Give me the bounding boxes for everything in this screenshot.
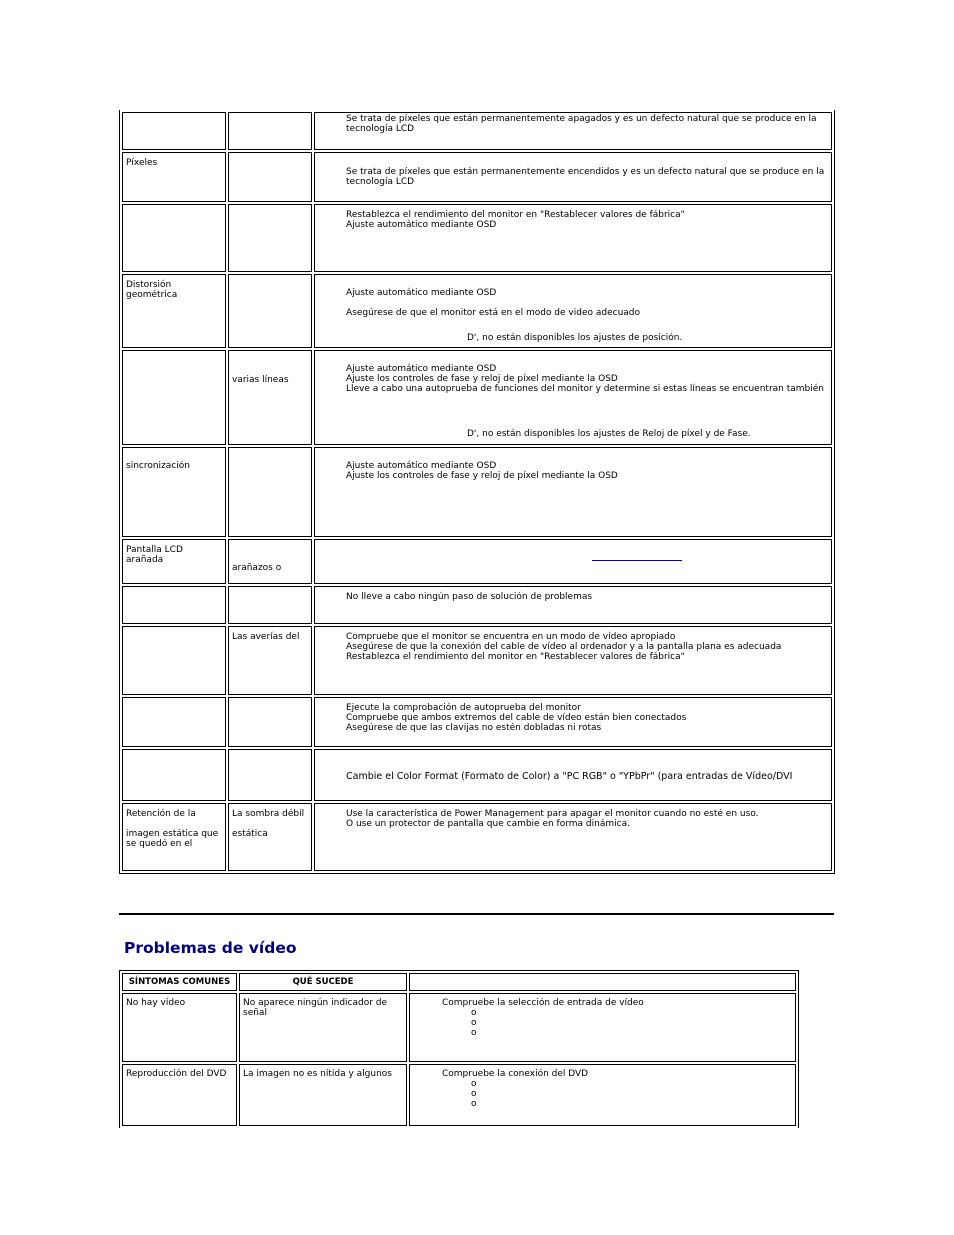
solution-text: Ajuste automático mediante OSD <box>346 220 497 230</box>
table-row <box>122 112 832 150</box>
what-cell <box>228 152 312 202</box>
table-row <box>122 749 832 801</box>
solution-note: D', no están disponibles los ajustes de Reloj de píxel y de Fase. <box>467 429 751 439</box>
table-row <box>122 350 832 445</box>
solution-text: Restablezca el rendimiento del monitor en "Restablecer valores de fábrica" <box>346 652 685 662</box>
symptom-cell <box>122 697 226 747</box>
table-row <box>122 1064 796 1126</box>
solution-cell <box>314 112 832 150</box>
symptom-cell <box>122 626 226 695</box>
bullet-icon: o <box>471 1008 477 1018</box>
what-text: varias líneas <box>232 375 289 385</box>
solution-text: Ajuste automático mediante OSD <box>346 461 497 471</box>
solution-text: Asegúrese de que las clavijas no estén dobladas ni rotas <box>346 723 602 733</box>
solution-text: Compruebe que ambos extremos del cable de vídeo están bien conectados <box>346 713 687 723</box>
solution-text: Se trata de píxeles que están permanentemente encendidos y es un defecto natural que se produce en la tecnología LCD <box>346 167 825 187</box>
solution-text: No lleve a cabo ningún paso de solución de problemas <box>346 592 593 602</box>
symptom-cell <box>122 112 226 150</box>
bullet-icon: o <box>471 1028 477 1038</box>
what-cell <box>228 539 312 584</box>
symptom-text: Pantalla LCD arañada <box>126 545 183 565</box>
symptom-cell: No hay vídeo <box>122 993 237 1062</box>
table-row <box>122 803 832 871</box>
what-cell: La imagen no es nítida y algunos <box>239 1064 407 1126</box>
solution-text: Se trata de píxeles que están permanentemente apagados y es un defecto natural que se produce en la tecnología LCD <box>346 114 817 134</box>
solution-text: Compruebe la selección de entrada de vídeo <box>442 998 644 1008</box>
what-cell <box>228 626 312 695</box>
symptom-cell <box>122 586 226 624</box>
table-row <box>122 447 832 537</box>
table-header-row <box>122 973 796 991</box>
solution-cell <box>314 539 832 584</box>
what-cell <box>228 749 312 801</box>
solution-text: Asegúrese de que el monitor está en el modo de video adecuado <box>346 308 641 318</box>
solution-cell <box>314 803 832 871</box>
symptom-cell <box>122 204 226 272</box>
symptom-cell <box>122 803 226 871</box>
what-cell <box>228 803 312 871</box>
symptom-cell <box>122 350 226 445</box>
solution-text: Ejecute la comprobación de autoprueba del monitor <box>346 703 581 713</box>
symptom-cell <box>122 447 226 537</box>
what-cell <box>228 447 312 537</box>
solution-text: Cambie el Color Format (Formato de Color) a "PC RGB" o "YPbPr" (para entradas de Vídeo/DVI <box>346 771 793 782</box>
what-text: estática <box>232 829 268 839</box>
what-text: Las averías del <box>232 632 300 642</box>
what-text: arañazos o <box>232 563 282 573</box>
what-cell <box>228 350 312 445</box>
solution-cell <box>314 152 832 202</box>
what-cell <box>228 204 312 272</box>
solution-text: Ajuste automático mediante OSD <box>346 288 497 298</box>
troubleshooting-table <box>119 110 835 874</box>
solution-text: Compruebe la conexión del DVD <box>442 1069 589 1079</box>
table-row <box>122 626 832 695</box>
table-row <box>122 274 832 348</box>
symptom-text: imagen estática que se quedó en el <box>126 829 219 849</box>
solution-text: Compruebe que el monitor se encuentra en un modo de vídeo apropiado <box>346 632 676 642</box>
solution-text: Lleve a cabo una autoprueba de funciones del monitor y determine si estas líneas se encuentran también <box>346 384 824 394</box>
symptom-cell <box>122 152 226 202</box>
symptom-cell: Reproducción del DVD <box>122 1064 237 1126</box>
solution-cell <box>314 204 832 272</box>
video-problems-table <box>119 970 799 1128</box>
solution-text: Use la característica de Power Management para apagar el monitor cuando no esté en uso. <box>346 809 759 819</box>
section-divider <box>119 913 834 915</box>
solution-text: Ajuste automático mediante OSD <box>346 364 497 374</box>
solution-text: Asegúrese de que la conexión del cable de vídeo al ordenador y a la pantalla plana es adecuada <box>346 642 782 652</box>
column-header: SÍNTOMAS COMUNES <box>122 973 237 991</box>
solution-cell <box>314 749 832 801</box>
solution-note: D', no están disponibles los ajustes de posición. <box>467 333 683 343</box>
solution-text: Restablezca el rendimiento del monitor en "Restablecer valores de fábrica" <box>346 210 685 220</box>
bullet-icon: o <box>471 1018 477 1028</box>
solution-cell <box>409 993 796 1062</box>
solution-cell <box>314 447 832 537</box>
bullet-icon: o <box>471 1099 477 1109</box>
column-header <box>409 973 796 991</box>
symptom-cell <box>122 749 226 801</box>
table-row <box>122 993 796 1062</box>
table-row <box>122 204 832 272</box>
solution-cell <box>314 274 832 348</box>
solution-cell <box>314 350 832 445</box>
what-cell <box>228 586 312 624</box>
table-row <box>122 539 832 584</box>
solution-cell <box>314 626 832 695</box>
table-row <box>122 586 832 624</box>
symptom-text: sincronización <box>126 461 190 471</box>
support-link[interactable] <box>592 552 682 561</box>
solution-cell <box>409 1064 796 1126</box>
solution-text: Ajuste los controles de fase y reloj de píxel mediante la OSD <box>346 471 618 481</box>
bullet-icon: o <box>471 1079 477 1089</box>
solution-text: Ajuste los controles de fase y reloj de píxel mediante la OSD <box>346 374 618 384</box>
section-title: Problemas de vídeo <box>124 939 297 957</box>
what-text: La sombra débil <box>232 809 305 819</box>
what-cell <box>228 697 312 747</box>
column-header: QUÉ SUCEDE <box>239 973 407 991</box>
solution-text: O use un protector de pantalla que cambie en forma dinámica. <box>346 819 630 829</box>
what-cell: No aparece ningún indicador de señal <box>239 993 407 1062</box>
symptom-text: Retención de la <box>126 809 196 819</box>
symptom-cell <box>122 539 226 584</box>
symptom-cell <box>122 274 226 348</box>
table-row <box>122 152 832 202</box>
what-cell <box>228 274 312 348</box>
symptom-text: Píxeles <box>126 158 158 168</box>
symptom-text: Distorsión geométrica <box>126 280 178 300</box>
solution-cell <box>314 697 832 747</box>
what-cell <box>228 112 312 150</box>
solution-cell <box>314 586 832 624</box>
bullet-icon: o <box>471 1089 477 1099</box>
table-row <box>122 697 832 747</box>
